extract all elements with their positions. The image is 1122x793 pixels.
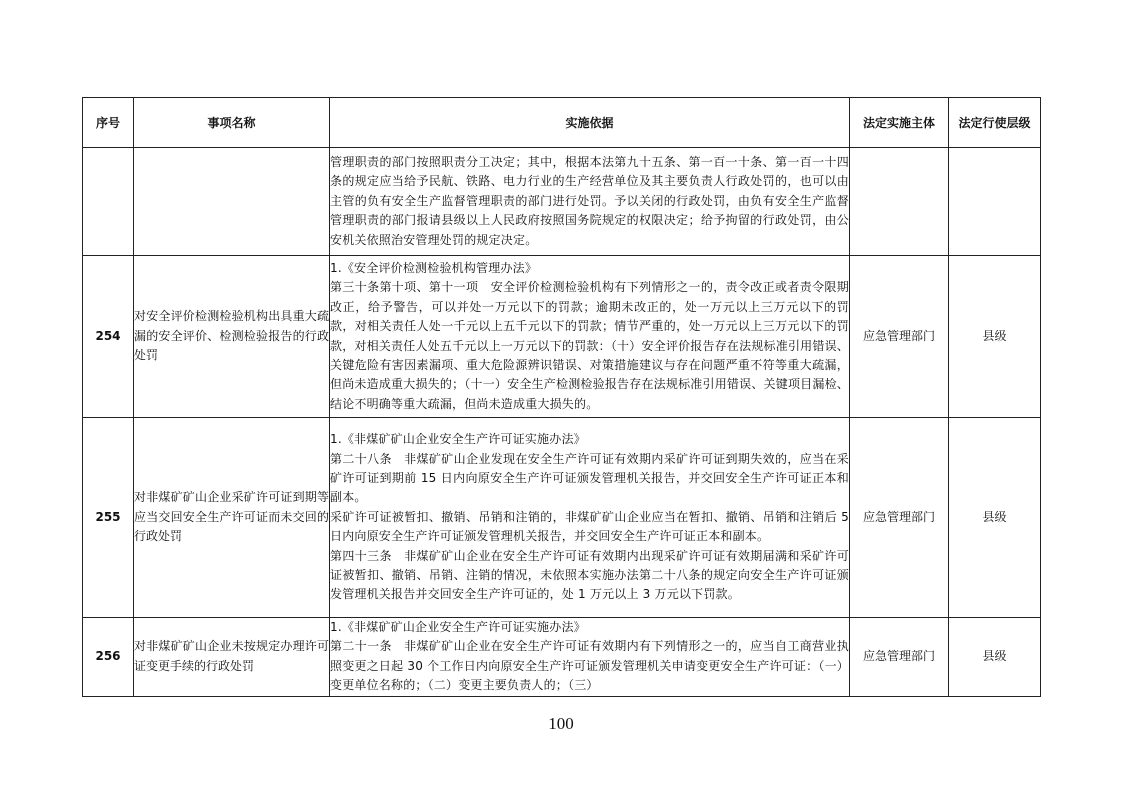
row-subject: 应急管理部门 [850, 418, 949, 618]
row-subject: 应急管理部门 [850, 618, 949, 697]
basis-paragraph: 第四十三条 非煤矿矿山企业在安全生产许可证有效期内出现采矿许可证有效期届满和采矿许可证被暂扣、撤销、吊销、注销的情况，未依照本实施办法第二十八条的规定向安全生产许可证颁发管理机关报告并交回安全生产许可证的，处 1 万元以上 3 万元以下罚款。 [330, 548, 849, 602]
basis-paragraph: 管理职责的部门按照职责分工决定；其中，根据本法第九十五条、第一百一十条、第一百一十四条的规定应当给予民航、铁路、电力行业的生产经营单位及其主要负责人行政处罚的，也可以由主管的负有安全生产监督管理职责的部门进行处罚。予以关闭的行政处罚，由负有安全生产监督管理职责的部门报请县级以上人民政府按照国务院规定的权限决定；给予拘留的行政处罚，由公安机关依照治安管理处罚的规定决定。 [330, 154, 849, 247]
basis-paragraph: 1.《非煤矿矿山企业安全生产许可证实施办法》 [330, 432, 586, 447]
header-level: 法定行使层级 [949, 98, 1041, 148]
row-basis [330, 148, 850, 256]
basis-paragraph: 采矿许可证被暂扣、撤销、吊销和注销的，非煤矿矿山企业应当在暂扣、撤销、吊销和注销后 5 日内向原安全生产许可证颁发管理机关报告，并交回安全生产许可证正本和副本。 [330, 509, 849, 544]
table-row [83, 148, 1041, 256]
basis-paragraph: 1.《安全评价检测检验机构管理办法》 [330, 260, 538, 275]
basis-paragraph: 第二十八条 非煤矿矿山企业发现在安全生产许可证有效期内采矿许可证到期失效的，应当在采矿许可证到期前 15 日内向原安全生产许可证颁发管理机关报告，并交回安全生产许可证正本和副本。 [330, 451, 849, 505]
row-name: 对安全评价检测检验机构出具重大疏漏的安全评价、检测检验报告的行政处罚 [134, 256, 330, 418]
header-basis: 实施依据 [330, 98, 850, 148]
header-name: 事项名称 [134, 98, 330, 148]
row-name [134, 148, 330, 256]
row-basis [330, 618, 850, 697]
table-row [83, 618, 1041, 697]
header-row [83, 98, 1041, 148]
row-index: 255 [83, 418, 134, 618]
row-level: 县级 [949, 418, 1041, 618]
row-level: 县级 [949, 256, 1041, 418]
basis-paragraph: 1.《非煤矿矿山企业安全生产许可证实施办法》 [330, 620, 586, 634]
row-level [949, 148, 1041, 256]
table-row [83, 256, 1041, 418]
row-level: 县级 [949, 618, 1041, 697]
page-number: 100 [548, 714, 574, 733]
basis-paragraph: 第三十条第十项、第十一项 安全评价检测检验机构有下列情形之一的，责令改正或者责令限期改正，给予警告，可以并处一万元以下的罚款；逾期未改正的，处一万元以上三万元以下的罚款，对相关责任人处一千元以上五千元以下的罚款；情节严重的，处一万元以上三万元以下的罚款，对相关责任人处五千元以上一万元以下的罚款：（十）安全评价报告存在法规标准引用错误、关键危险有害因素漏项、重大危险源辨识错误、对策措施建议与存在问题严重不符等重大疏漏，但尚未造成重大损失的；（十一）安全生产检测检验报告存在法规标准引用错误、关键项目漏检、结论不明确等重大疏漏，但尚未造成重大损失的。 [330, 280, 849, 411]
header-index: 序号 [83, 98, 134, 148]
row-index: 256 [83, 618, 134, 697]
regulation-table [82, 97, 1041, 697]
row-basis [330, 256, 850, 418]
row-subject [850, 148, 949, 256]
row-name: 对非煤矿矿山企业采矿许可证到期等应当交回安全生产许可证而未交回的行政处罚 [134, 418, 330, 618]
row-name: 对非煤矿矿山企业未按规定办理许可证变更手续的行政处罚 [134, 618, 330, 697]
basis-paragraph: 第二十一条 非煤矿矿山企业在安全生产许可证有效期内有下列情形之一的，应当自工商营业执照变更之日起 30 个工作日内向原安全生产许可证颁发管理机关申请变更安全生产许可证：（一）变更单位名称的；（二）变更主要负责人的；（三） [330, 639, 849, 693]
table-row [83, 418, 1041, 618]
row-index: 254 [83, 256, 134, 418]
row-subject: 应急管理部门 [850, 256, 949, 418]
row-index [83, 148, 134, 256]
row-basis [330, 418, 850, 618]
header-subject: 法定实施主体 [850, 98, 949, 148]
